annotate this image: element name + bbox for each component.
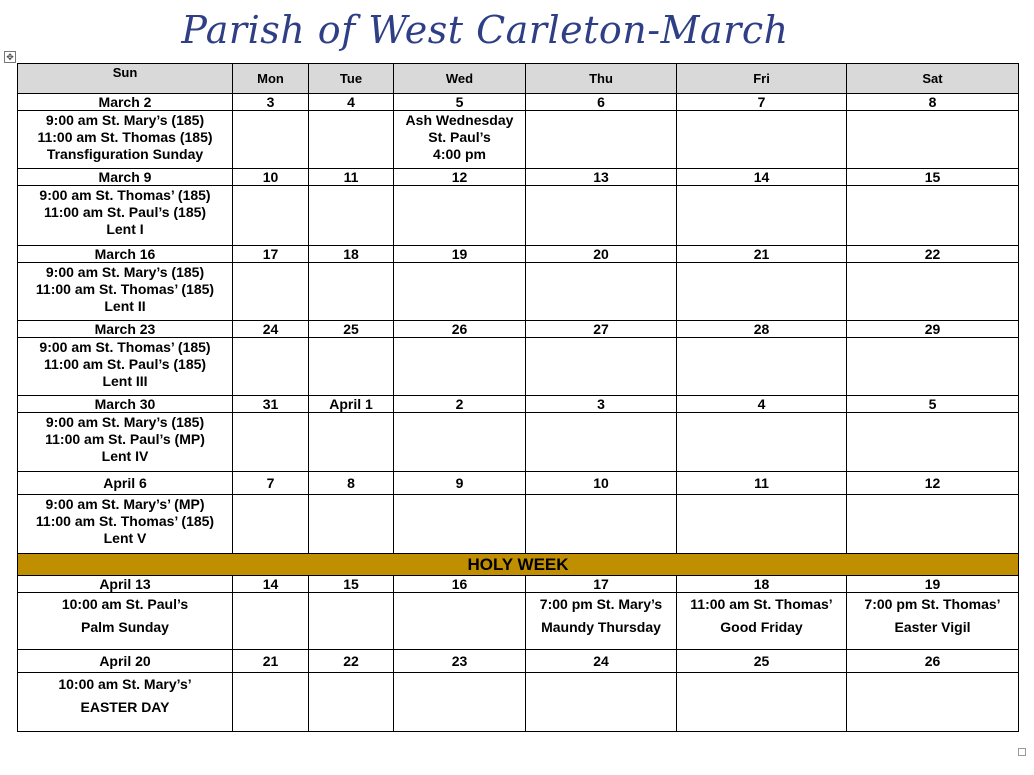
event-line: 9:00 am St. Thomas’ (185) xyxy=(39,187,211,203)
event-cell xyxy=(847,495,1019,554)
event-cell xyxy=(677,186,847,246)
date-cell: 7 xyxy=(233,472,309,495)
event-line: Good Friday xyxy=(720,619,803,635)
date-cell: 5 xyxy=(847,396,1019,413)
date-cell: 7 xyxy=(677,94,847,111)
event-cell xyxy=(309,338,394,396)
event-line: EASTER DAY xyxy=(80,699,170,715)
date-cell: 15 xyxy=(847,169,1019,186)
date-cell: 19 xyxy=(847,576,1019,593)
event-cell xyxy=(526,495,677,554)
date-cell: 19 xyxy=(394,246,526,263)
event-line: 10:00 am St. Mary’s’ xyxy=(58,676,192,692)
date-cell: 29 xyxy=(847,321,1019,338)
event-line: Palm Sunday xyxy=(81,619,169,635)
event-cell xyxy=(309,111,394,169)
event-cell xyxy=(394,673,526,732)
date-cell: March 2 xyxy=(18,94,233,111)
event-cell xyxy=(233,495,309,554)
date-cell: 26 xyxy=(394,321,526,338)
date-row xyxy=(18,94,1019,111)
event-cell xyxy=(394,338,526,396)
event-row xyxy=(18,186,1019,246)
date-cell: 27 xyxy=(526,321,677,338)
event-cell xyxy=(233,186,309,246)
event-cell xyxy=(526,186,677,246)
event-cell xyxy=(847,263,1019,321)
event-cell xyxy=(847,338,1019,396)
date-cell: April 1 xyxy=(309,396,394,413)
date-cell: 14 xyxy=(677,169,847,186)
event-cell xyxy=(18,413,233,472)
date-cell: 26 xyxy=(847,650,1019,673)
date-cell: 22 xyxy=(847,246,1019,263)
date-cell: 12 xyxy=(847,472,1019,495)
date-cell: 14 xyxy=(233,576,309,593)
event-line: 10:00 am St. Paul’s xyxy=(61,596,189,612)
event-cell xyxy=(18,186,233,246)
event-line: 11:00 am St. Thomas’ (185) xyxy=(35,281,215,297)
table-move-handle-icon[interactable]: ✥ xyxy=(4,51,16,63)
event-cell xyxy=(847,593,1019,650)
date-cell: 25 xyxy=(677,650,847,673)
date-cell: 20 xyxy=(526,246,677,263)
event-cell xyxy=(233,338,309,396)
date-cell: 31 xyxy=(233,396,309,413)
date-cell: March 30 xyxy=(18,396,233,413)
event-cell xyxy=(309,413,394,472)
event-row xyxy=(18,593,1019,650)
date-cell: March 9 xyxy=(18,169,233,186)
event-cell xyxy=(233,263,309,321)
event-row xyxy=(18,413,1019,472)
event-cell xyxy=(847,413,1019,472)
date-cell: 16 xyxy=(394,576,526,593)
date-row xyxy=(18,396,1019,413)
holy-week-row xyxy=(18,554,1019,576)
date-cell: 15 xyxy=(309,576,394,593)
event-line: Lent II xyxy=(104,298,146,314)
event-cell xyxy=(677,673,847,732)
event-cell xyxy=(18,495,233,554)
event-cell xyxy=(847,111,1019,169)
weekday-header: Tue xyxy=(309,64,394,94)
event-cell xyxy=(394,263,526,321)
event-line: Lent III xyxy=(102,373,148,389)
date-cell: 24 xyxy=(233,321,309,338)
date-cell: April 6 xyxy=(18,472,233,495)
date-cell: 12 xyxy=(394,169,526,186)
date-cell: 8 xyxy=(309,472,394,495)
event-cell xyxy=(677,413,847,472)
date-cell: 13 xyxy=(526,169,677,186)
event-cell xyxy=(309,263,394,321)
event-cell xyxy=(677,263,847,321)
date-cell: 3 xyxy=(526,396,677,413)
date-cell: 11 xyxy=(677,472,847,495)
date-row xyxy=(18,576,1019,593)
event-cell xyxy=(677,495,847,554)
event-cell xyxy=(309,495,394,554)
date-cell: 2 xyxy=(394,396,526,413)
event-line: 9:00 am St. Thomas’ (185) xyxy=(39,339,211,355)
event-line: 11:00 am St. Thomas’ xyxy=(690,596,833,612)
event-line: 9:00 am St. Mary’s (185) xyxy=(45,264,205,280)
weekday-header: Wed xyxy=(394,64,526,94)
event-cell xyxy=(526,413,677,472)
event-cell xyxy=(847,673,1019,732)
table-resize-handle[interactable] xyxy=(1018,748,1026,756)
date-cell: April 20 xyxy=(18,650,233,673)
event-cell xyxy=(394,593,526,650)
event-cell xyxy=(233,673,309,732)
event-cell xyxy=(526,338,677,396)
date-cell: 17 xyxy=(526,576,677,593)
event-cell xyxy=(526,263,677,321)
event-cell xyxy=(526,593,677,650)
date-cell: 10 xyxy=(233,169,309,186)
event-line: 11:00 am St. Thomas (185) xyxy=(37,129,213,145)
date-cell: 18 xyxy=(677,576,847,593)
event-cell xyxy=(394,413,526,472)
event-cell xyxy=(233,593,309,650)
date-cell: 18 xyxy=(309,246,394,263)
event-line: Transfiguration Sunday xyxy=(46,146,204,162)
date-cell: 3 xyxy=(233,94,309,111)
event-row xyxy=(18,338,1019,396)
date-cell: 25 xyxy=(309,321,394,338)
weekday-header: Thu xyxy=(526,64,677,94)
event-line: 9:00 am St. Mary’s (185) xyxy=(45,414,205,430)
event-line: 11:00 am St. Paul’s (185) xyxy=(43,356,207,372)
event-line: Lent I xyxy=(106,221,144,237)
event-line: Easter Vigil xyxy=(894,619,971,635)
event-cell xyxy=(18,111,233,169)
calendar-table xyxy=(17,63,1019,732)
date-cell: 9 xyxy=(394,472,526,495)
event-cell xyxy=(394,186,526,246)
weekday-header: Mon xyxy=(233,64,309,94)
weekday-header-row xyxy=(18,64,1019,94)
weekday-header: Sun xyxy=(18,64,233,94)
event-line: Ash Wednesday xyxy=(405,112,514,128)
event-cell xyxy=(233,413,309,472)
event-line: 4:00 pm xyxy=(433,146,486,162)
date-row xyxy=(18,650,1019,673)
event-cell xyxy=(309,186,394,246)
event-line: Lent IV xyxy=(101,448,149,464)
date-cell: 6 xyxy=(526,94,677,111)
event-cell xyxy=(677,593,847,650)
date-cell: 21 xyxy=(233,650,309,673)
event-line: 9:00 am St. Mary’s’ (MP) xyxy=(45,496,205,512)
event-cell xyxy=(18,593,233,650)
date-cell: March 23 xyxy=(18,321,233,338)
event-line: St. Paul’s xyxy=(428,129,491,145)
event-cell xyxy=(847,186,1019,246)
event-cell xyxy=(309,673,394,732)
event-cell xyxy=(394,111,526,169)
event-line: 7:00 pm St. Thomas’ xyxy=(864,596,1001,612)
event-line: Maundy Thursday xyxy=(541,619,661,635)
date-row xyxy=(18,472,1019,495)
event-cell xyxy=(18,263,233,321)
date-cell: 4 xyxy=(677,396,847,413)
event-line: 9:00 am St. Mary’s (185) xyxy=(45,112,205,128)
event-row xyxy=(18,111,1019,169)
date-cell: 22 xyxy=(309,650,394,673)
date-cell: March 16 xyxy=(18,246,233,263)
event-cell xyxy=(18,338,233,396)
date-cell: 10 xyxy=(526,472,677,495)
weekday-header: Sat xyxy=(847,64,1019,94)
event-cell xyxy=(309,593,394,650)
date-row xyxy=(18,246,1019,263)
date-cell: 8 xyxy=(847,94,1019,111)
event-cell xyxy=(394,495,526,554)
event-row xyxy=(18,263,1019,321)
date-cell: 11 xyxy=(309,169,394,186)
event-cell xyxy=(233,111,309,169)
event-line: 11:00 am St. Paul’s (185) xyxy=(43,204,207,220)
event-cell xyxy=(18,673,233,732)
event-cell xyxy=(677,338,847,396)
date-cell: 24 xyxy=(526,650,677,673)
date-cell: 23 xyxy=(394,650,526,673)
date-cell: 5 xyxy=(394,94,526,111)
date-cell: 28 xyxy=(677,321,847,338)
event-line: 7:00 pm St. Mary’s xyxy=(539,596,663,612)
event-row xyxy=(18,495,1019,554)
weekday-header: Fri xyxy=(677,64,847,94)
date-row xyxy=(18,321,1019,338)
event-cell xyxy=(526,111,677,169)
date-row xyxy=(18,169,1019,186)
event-line: 11:00 am St. Paul’s (MP) xyxy=(45,431,205,447)
date-cell: 21 xyxy=(677,246,847,263)
event-cell xyxy=(526,673,677,732)
page-title: Parish of West Carleton-March xyxy=(181,8,789,52)
event-line: Lent V xyxy=(103,530,147,546)
date-cell: 4 xyxy=(309,94,394,111)
event-cell xyxy=(677,111,847,169)
event-line: 11:00 am St. Thomas’ (185) xyxy=(35,513,215,529)
date-cell: 17 xyxy=(233,246,309,263)
event-row xyxy=(18,673,1019,732)
date-cell: April 13 xyxy=(18,576,233,593)
holy-week-banner: HOLY WEEK xyxy=(18,554,1019,576)
